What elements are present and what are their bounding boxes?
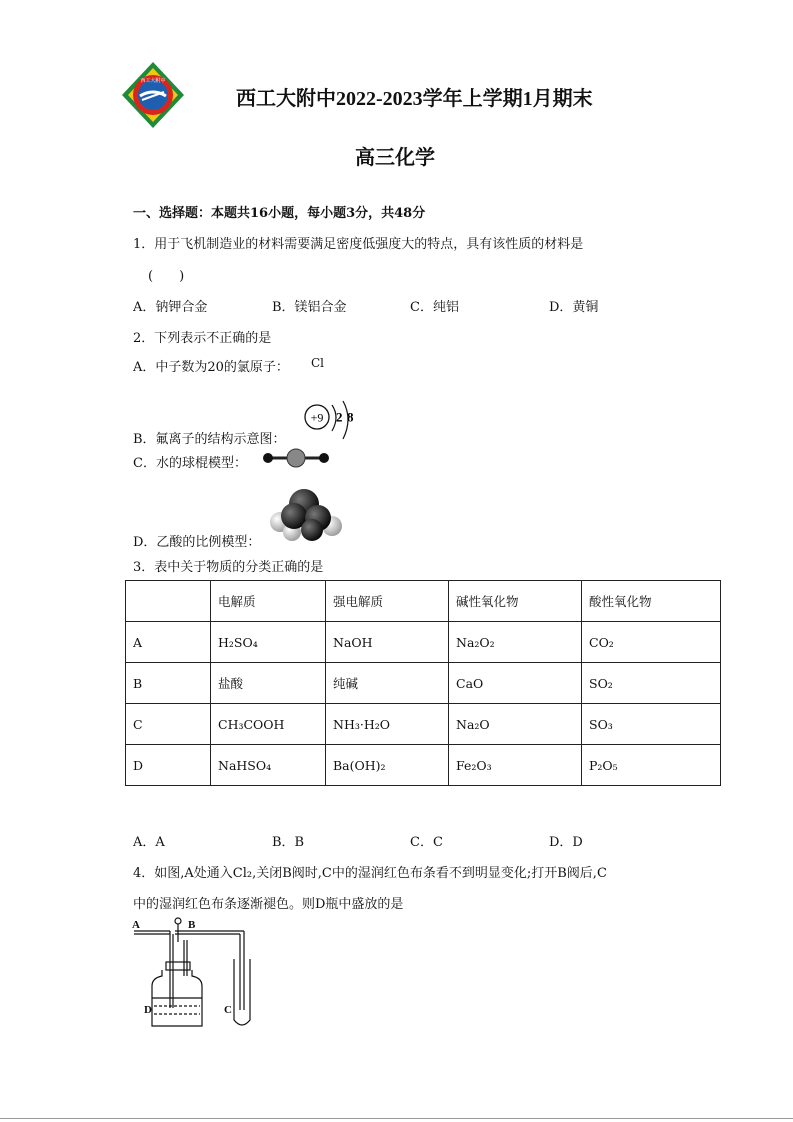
table-cell: CO₂ [582,622,721,663]
section-heading: 一、选择题：本题共16小题，每小题3分，共48分 [133,206,426,221]
gas-apparatus-diagram [132,914,272,1032]
table-cell: 盐酸 [211,663,326,704]
table-cell: NaHSO₄ [211,745,326,786]
fluoride-ion-diagram [301,397,361,443]
table-cell: CH₃COOH [211,704,326,745]
table-row [126,622,721,663]
table-row [126,745,721,786]
q3-option-a: A．A [133,835,165,850]
table-cell: C [126,704,211,745]
svg-text:+9: +9 [310,410,324,425]
table-cell: Na₂O₂ [449,622,582,663]
q3-stem: 3．表中关于物质的分类正确的是 [133,560,324,575]
classification-table [125,580,721,786]
q1-option-d: D．黄铜 [549,300,599,315]
q3-option-c: C．C [410,835,443,850]
svg-text:B: B [188,919,196,931]
acetic-acid-space-filling-model [268,486,344,542]
svg-text:D: D [144,1004,152,1016]
q1-answer-paren: ( ) [148,269,185,284]
table-cell: H₂SO₄ [211,622,326,663]
table-cell: Ba(OH)₂ [326,745,449,786]
table-cell: SO₃ [582,704,721,745]
table-cell: Fe₂O₃ [449,745,582,786]
table-header-cell: 酸性氧化物 [582,581,721,622]
page-bottom-divider [0,1118,793,1119]
q2-option-b: B．氟离子的结构示意图： [133,432,286,447]
table-cell: Na₂O [449,704,582,745]
q4-stem-line2: 中的湿润红色布条逐渐褪色。则D瓶中盛放的是 [133,897,404,912]
table-cell: P₂O₅ [582,745,721,786]
table-cell: NH₃·H₂O [326,704,449,745]
q3-option-b: B．B [272,835,305,850]
table-header-row [126,581,721,622]
q2-option-c: C．水的球棍模型： [133,456,247,471]
q4-stem-line1: 4．如图,A处通入Cl₂,关闭B阀时,C中的湿润红色布条看不到明显变化;打开B阀后,C [133,866,607,881]
svg-text:西工大附中: 西工大附中 [140,78,166,84]
q2-stem: 2．下列表示不正确的是 [133,331,272,346]
table-cell: B [126,663,211,704]
svg-text:8: 8 [347,409,354,425]
q2-option-a-formula: Cl [311,356,325,370]
table-header-cell: 强电解质 [326,581,449,622]
page-subtitle: 高三化学 [355,147,435,169]
q1-option-b: B．镁铝合金 [272,300,347,315]
q3-option-d: D．D [549,835,583,850]
table-cell: CaO [449,663,582,704]
page-title: 西工大附中2022-2023学年上学期1月期末 [236,88,593,110]
table-header-cell: 电解质 [211,581,326,622]
q1-stem: 1．用于飞机制造业的材料需要满足密度低强度大的特点，具有该性质的材料是 [133,237,584,252]
table-header-cell [126,581,211,622]
table-header-cell: 碱性氧化物 [449,581,582,622]
table-cell: SO₂ [582,663,721,704]
svg-text:2: 2 [336,409,343,425]
table-cell: A [126,622,211,663]
svg-text:A: A [132,919,140,931]
water-ball-stick-model [262,447,330,469]
school-logo [120,60,186,130]
svg-text:C: C [224,1004,232,1016]
q1-option-c: C．纯铝 [410,300,459,315]
table-row [126,704,721,745]
q2-option-a: A．中子数为20的氯原子： [133,360,289,375]
table-cell: 纯碱 [326,663,449,704]
table-cell: NaOH [326,622,449,663]
table-row [126,663,721,704]
q1-option-a: A．钠钾合金 [133,300,208,315]
q2-option-d: D．乙酸的比例模型： [133,535,261,550]
table-cell: D [126,745,211,786]
